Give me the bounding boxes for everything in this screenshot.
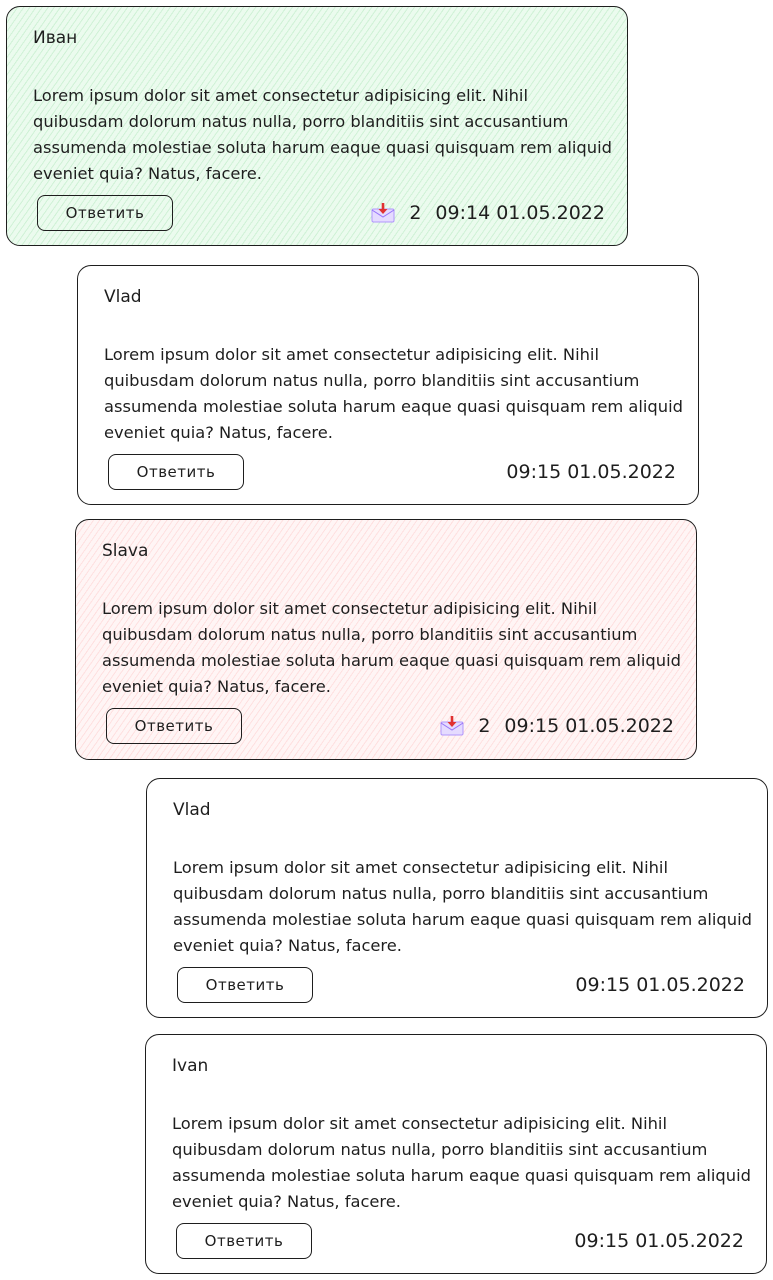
message-card [77, 265, 699, 505]
mail-icon [440, 716, 464, 736]
message-author: Vlad [173, 800, 211, 820]
message-timestamp: 09:15 01.05.2022 [575, 974, 745, 996]
attachment-indicator[interactable] [440, 713, 490, 739]
message-meta [440, 713, 674, 739]
mail-icon [371, 203, 395, 223]
reply-button[interactable]: Ответить [176, 1223, 312, 1259]
message-text: Lorem ipsum dolor sit amet consectetur adipisicing elit. Nihil quibusdam dolorum natus nulla, porro blanditiis sint accusantium assumenda molestiae soluta harum eaque quasi quisquam rem aliquid eveniet quia? Natus, facere. [102, 599, 681, 696]
message-author: Ivan [172, 1056, 209, 1076]
message-timestamp: 09:15 01.05.2022 [504, 715, 674, 737]
message-meta [371, 200, 605, 226]
attachment-count: 2 [478, 715, 491, 737]
message-text: Lorem ipsum dolor sit amet consectetur adipisicing elit. Nihil quibusdam dolorum natus nulla, porro blanditiis sint accusantium assumenda molestiae soluta harum eaque quasi quisquam rem aliquid eveniet quia? Natus, facere. [173, 858, 752, 955]
message-text: Lorem ipsum dolor sit amet consectetur adipisicing elit. Nihil quibusdam dolorum natus nulla, porro blanditiis sint accusantium assumenda molestiae soluta harum eaque quasi quisquam rem aliquid eveniet quia? Natus, facere. [104, 345, 683, 442]
message-author: Иван [33, 28, 78, 48]
attachment-indicator[interactable] [371, 200, 421, 226]
message-timestamp: 09:14 01.05.2022 [435, 202, 605, 224]
message-card [146, 778, 768, 1018]
message-card [75, 519, 697, 760]
message-author: Slava [102, 541, 149, 561]
reply-button[interactable]: Ответить [106, 708, 242, 744]
message-text: Lorem ipsum dolor sit amet consectetur adipisicing elit. Nihil quibusdam dolorum natus nulla, porro blanditiis sint accusantium assumenda molestiae soluta harum eaque quasi quisquam rem aliquid eveniet quia? Natus, facere. [172, 1114, 751, 1211]
message-author: Vlad [104, 287, 142, 307]
message-card [145, 1034, 767, 1274]
message-timestamp: 09:15 01.05.2022 [574, 1230, 744, 1252]
message-meta [574, 1228, 744, 1254]
message-meta [575, 972, 745, 998]
reply-button[interactable]: Ответить [37, 195, 173, 231]
message-card [6, 6, 628, 246]
attachment-count: 2 [409, 202, 422, 224]
reply-button[interactable]: Ответить [108, 454, 244, 490]
message-text: Lorem ipsum dolor sit amet consectetur adipisicing elit. Nihil quibusdam dolorum natus nulla, porro blanditiis sint accusantium assumenda molestiae soluta harum eaque quasi quisquam rem aliquid eveniet quia? Natus, facere. [33, 86, 612, 183]
reply-button[interactable]: Ответить [177, 967, 313, 1003]
message-timestamp: 09:15 01.05.2022 [506, 461, 676, 483]
message-meta [506, 459, 676, 485]
